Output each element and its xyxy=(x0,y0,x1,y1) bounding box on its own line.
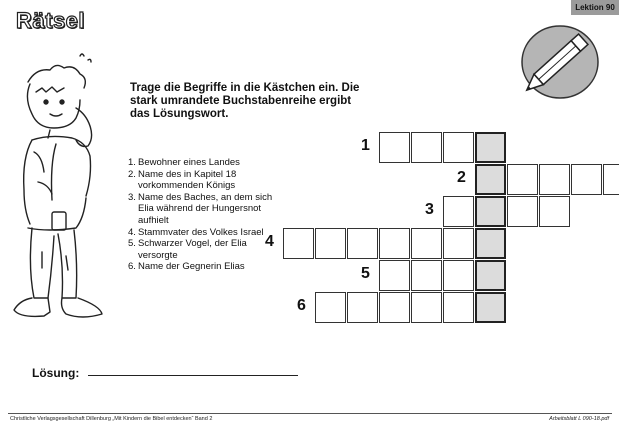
crossword-cell[interactable] xyxy=(443,228,474,259)
crossword-cell[interactable] xyxy=(411,260,442,291)
clue-item: 3. Name des Baches, an dem sich Elia während der Hungersnot aufhielt xyxy=(128,191,273,226)
clue-item: 4. Stammvater des Volkes Israel xyxy=(128,226,264,238)
lesson-badge: Lektion 90 xyxy=(571,0,619,15)
row-number-6: 6 xyxy=(297,297,306,314)
crossword-cell[interactable] xyxy=(443,292,474,323)
footer-publisher: Christliche Verlagsgesellschaft Dillenburg „Mit Kindern die Bibel entdecken“ Band 2 xyxy=(10,416,213,422)
row-number-3: 3 xyxy=(425,201,434,218)
thinking-boy-illustration xyxy=(10,52,122,348)
instructions-text: Trage die Begriffe in die Kästchen ein. Die stark umrandete Buchstabenreihe ergibt das Lösungswort. xyxy=(130,82,360,120)
crossword-cell[interactable] xyxy=(443,196,474,227)
clue-item: 1. Bewohner eines Landes xyxy=(128,157,240,168)
solution-cell[interactable] xyxy=(475,292,506,323)
crossword-cell[interactable] xyxy=(443,260,474,291)
crossword-cell[interactable] xyxy=(507,164,538,195)
row-number-5: 5 xyxy=(361,265,370,282)
crossword-cell[interactable] xyxy=(315,228,346,259)
crossword-cell[interactable] xyxy=(539,196,570,227)
crossword-cell[interactable] xyxy=(379,228,410,259)
crossword-cell[interactable] xyxy=(507,196,538,227)
crossword-cell[interactable] xyxy=(379,260,410,291)
row-number-4: 4 xyxy=(265,233,274,250)
crossword-cell[interactable] xyxy=(603,164,619,195)
clue-list xyxy=(128,157,278,273)
clue-item: 6. Name der Gegnerin Elias xyxy=(128,261,245,273)
crossword-cell[interactable] xyxy=(411,292,442,323)
crossword-cell[interactable] xyxy=(347,228,378,259)
row-number-1: 1 xyxy=(361,137,370,154)
crossword-cell[interactable] xyxy=(571,164,602,195)
solution-cell[interactable] xyxy=(475,164,506,195)
crossword-cell[interactable] xyxy=(411,228,442,259)
worksheet-title: Rätsel xyxy=(16,8,86,33)
crossword-cell[interactable] xyxy=(443,132,474,163)
solution-cell[interactable] xyxy=(475,260,506,291)
solution-cell[interactable] xyxy=(475,196,506,227)
clue-item: 2. Name des in Kapitel 18 vorkommenden Königs xyxy=(128,168,237,192)
pencil-icon xyxy=(508,18,600,102)
footer-divider xyxy=(8,413,612,414)
row-number-2: 2 xyxy=(457,169,466,186)
crossword-cell[interactable] xyxy=(411,132,442,163)
crossword-cell[interactable] xyxy=(379,292,410,323)
crossword-cell[interactable] xyxy=(315,292,346,323)
solution-cell[interactable] xyxy=(475,228,506,259)
clue-item: 5. Schwarzer Vogel, der Elia versorgte xyxy=(128,238,247,261)
solution-cell[interactable] xyxy=(475,132,506,163)
solution-answer-line[interactable] xyxy=(88,375,298,376)
footer-document-id: Arbeitsblatt L 090-18.pdf xyxy=(549,416,609,422)
crossword-cell[interactable] xyxy=(283,228,314,259)
crossword-cell[interactable] xyxy=(347,292,378,323)
solution-label: Lösung: xyxy=(32,366,80,380)
crossword-cell[interactable] xyxy=(539,164,570,195)
crossword-cell[interactable] xyxy=(379,132,410,163)
